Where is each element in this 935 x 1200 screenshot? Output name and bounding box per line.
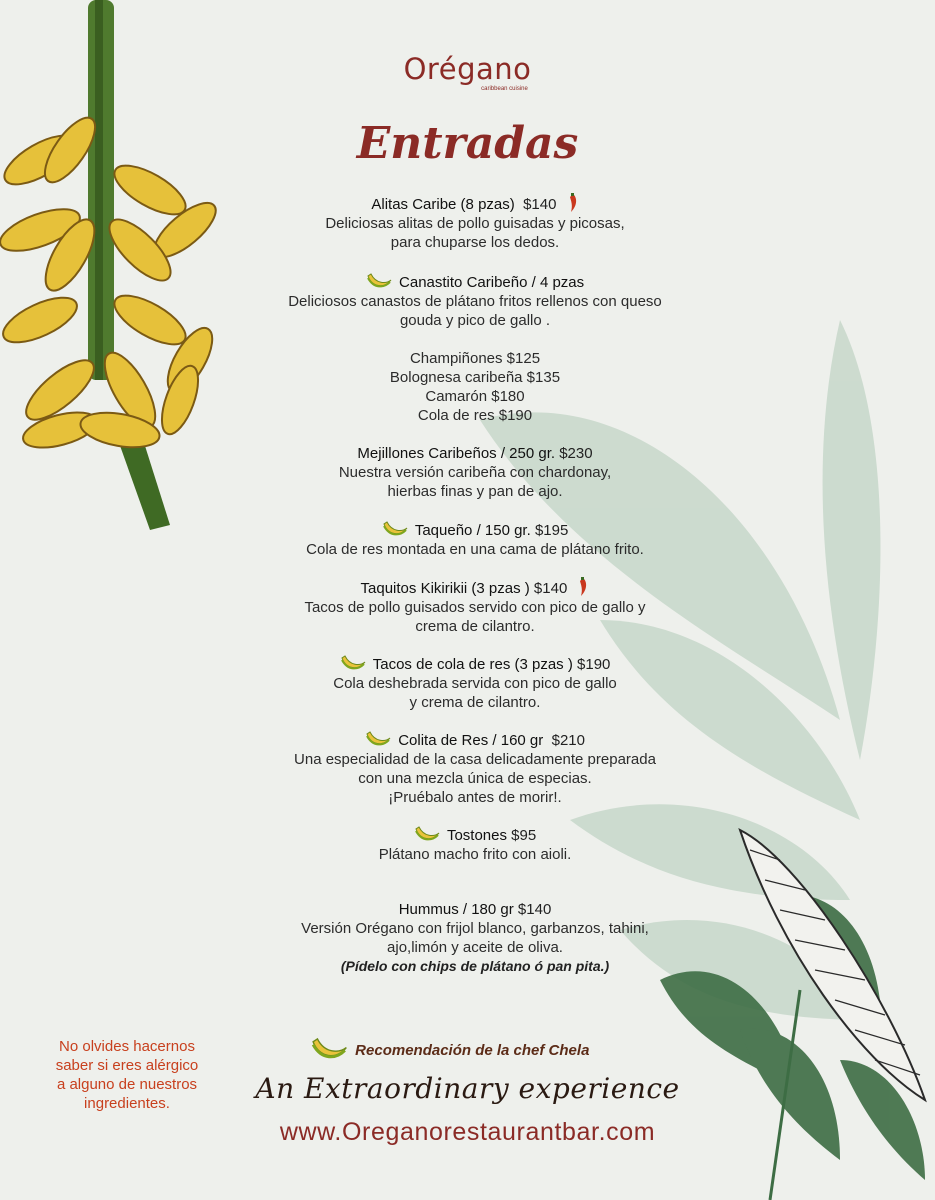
menu-item-price: $230 [559,445,593,462]
tagline: An Extraordinary experience [255,1072,680,1105]
menu-item-description: Plátano macho frito con aioli. [378,846,572,863]
menu-item-header [200,654,750,674]
menu-item-price: $95 [511,827,537,844]
menu-item [200,520,750,559]
menu-item-name: Colita de Res / 160 gr [398,732,544,749]
menu-item-header [200,444,750,463]
menu-item-price: $140 [517,901,552,918]
menu-item-description: hierbas finas y pan de ajo. [387,483,563,500]
menu-item-header [200,825,750,845]
banana-icon [414,825,440,843]
website-link[interactable]: www.Oreganorestaurantbar.com [279,1118,656,1146]
allergy-line: No olvides hacernos [59,1038,195,1055]
menu-item-description: crema de cilantro. [415,618,535,635]
chef-recommendation-legend [310,1036,650,1062]
menu-item [200,730,750,807]
variant-line: Cola de res $190 [417,407,533,424]
menu-item-note: (Pídelo con chips de plátano ó pan pita.) [340,958,610,974]
menu-item-header [200,520,750,540]
menu-item-name: Alitas Caribe (8 pzas) [371,196,515,213]
menu-item-description: Tacos de pollo guisados servido con pico de gallo y [304,599,646,616]
menu-item-header [200,272,750,292]
banana-icon [340,654,366,672]
menu-item-description: Deliciosos canastos de plátano fritos rellenos con queso [288,293,662,310]
menu-item-description: Deliciosas alitas de pollo guisadas y picosas, [325,215,625,232]
menu-item-price: $140 [523,196,557,213]
menu-item-name: Tostones [446,827,507,844]
menu-item-header [200,730,750,750]
allergy-line: ingredientes. [84,1095,170,1112]
menu-item-description: Cola deshebrada servida con pico de gallo [333,675,617,692]
menu-item [200,193,750,252]
menu-item-variants [200,349,750,425]
menu-item-description: Nuestra versión caribeña con chardonay, [338,464,612,481]
menu-item-header [200,900,750,919]
menu-item-description: ajo,limón y aceite de oliva. [387,939,563,956]
menu-item-name: Canastito Caribeño / 4 pzas [399,274,585,291]
menu-list [200,193,750,976]
chili-pepper-icon [567,193,579,213]
menu-item-header [200,577,750,598]
menu-item-name: Taquitos Kikirikii (3 pzas ) [360,580,530,597]
menu-item-price: $195 [534,522,569,539]
menu-item [200,577,750,636]
menu-item-name: Mejillones Caribeños / 250 gr. [357,445,556,462]
menu-item [200,900,750,976]
menu-item-description: ¡Pruébalo antes de morir!. [388,789,562,806]
menu-item-description: con una mezcla única de especias. [358,770,592,787]
menu-item-price: $210 [551,732,585,749]
recommendation-label: Recomendación de la chef Chela [355,1042,590,1059]
menu-item [200,825,750,864]
menu-item-name: Hummus / 180 gr [398,901,514,918]
menu-item-price: $140 [533,580,568,597]
menu-item [200,444,750,501]
menu-item-name: Taqueño / 150 gr. [414,522,531,539]
menu-item-description: Una especialidad de la casa delicadamente preparada [294,751,656,768]
section-title: Entradas [356,118,579,169]
allergy-line: saber si eres alérgico [55,1057,199,1074]
chili-pepper-icon [577,577,589,597]
menu-item [200,272,750,330]
brand-subtitle: caribbean cuisine [481,86,528,92]
variant-line: Champiñones $125 [409,350,541,367]
menu-item-description: gouda y pico de gallo . [399,312,551,329]
menu-item-description: y crema de cilantro. [409,694,541,711]
menu-item-description: Cola de res montada en una cama de plátano frito. [306,541,644,558]
brand-name: Orégano [403,52,532,86]
menu-item-name: Tacos de cola de res (3 pzas ) [372,656,573,673]
allergy-line: a alguno de nuestros [56,1076,198,1093]
banana-icon [366,272,392,290]
variant-line: Camarón $180 [425,388,525,405]
banana-icon [310,1036,348,1062]
menu-item-description: para chuparse los dedos. [390,234,560,251]
variant-line: Bolognesa caribeña $135 [389,369,561,386]
menu-item-description: Versión Orégano con frijol blanco, garbanzos, tahini, [301,920,649,937]
brand-logo [0,52,935,92]
menu-item [200,654,750,712]
banana-icon [365,730,391,748]
menu-item-header [200,193,750,214]
menu-item-price: $190 [577,656,611,673]
banana-icon [382,520,408,538]
